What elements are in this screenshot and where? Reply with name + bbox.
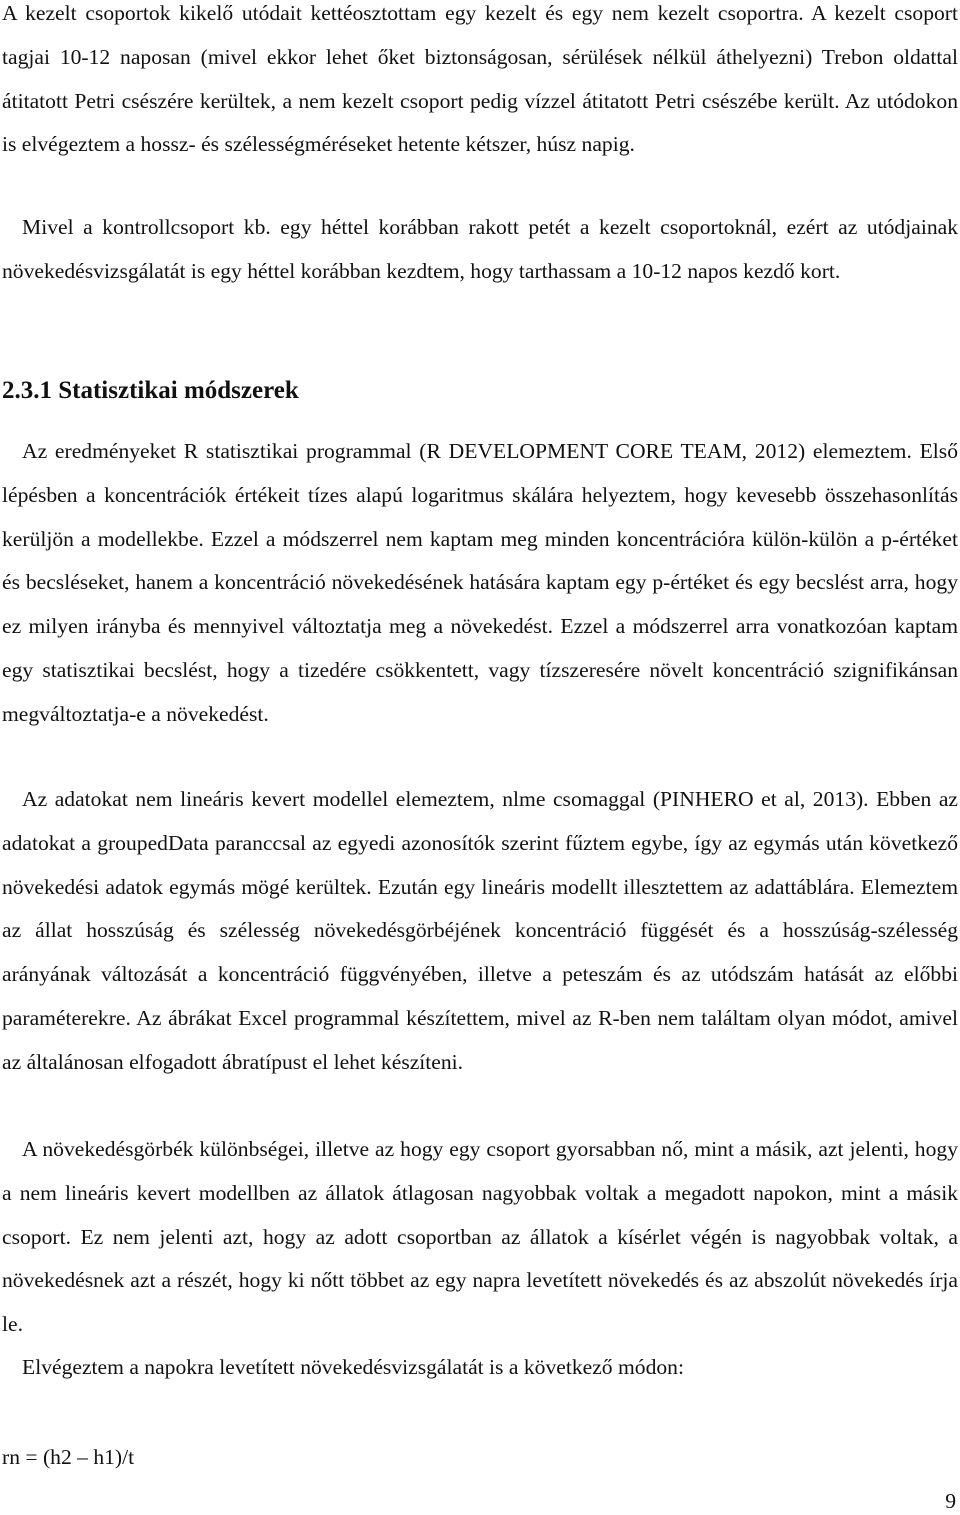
paragraph-daily-growth: Elvégeztem a napokra levetített növekedésvizsgálatát is a következő módon: <box>22 1355 684 1379</box>
paragraph-treated-groups: A kezelt csoportok kikelő utódait kettéosztottam egy kezelt és egy nem kezelt csoportra. A kezelt csoport tagjai 10-12 naposan (mivel ekkor lehet őket biztonságosan, sérülések nélkül áthelyezni) Trebon oldattal átitatott Petri csészére kerültek, a nem kezelt csoport pedig vízzel átitatott Petri csészébe került. Az utódokon is elvégeztem a hossz- és szélességméréseket hetente kétszer, húsz napig. <box>2 1 958 157</box>
section-heading: 2.3.1 Statisztikai módszerek <box>2 377 299 404</box>
paragraph-mixed-model: Az adatokat nem lineáris kevert modellel elemeztem, nlme csomaggal (PINHERO et al, 2013). Ebben az adatokat a groupedData paranccsal az egyedi azonosítók szerint fűztem egybe, így az egymás után következő növekedési adatok egymás mögé kerültek. Ezután egy lineáris modellt illesztettem az adattáblára. Elemeztem az állat hosszúság és szélesség növekedésgörbéjének koncentráció függését és a hosszúság-szélesség arányának változását a koncentráció függvényében, illetve a peteszám és az utódszám hatását az előbbi paraméterekre. Az ábrákat Excel programmal készítettem, mivel az R-ben nem találtam olyan módot, amivel az általánosan elfogadott ábratípust el lehet készíteni. <box>2 787 958 1074</box>
paragraph-growth-curves: A növekedésgörbék különbségei, illetve az hogy egy csoport gyorsabban nő, mint a másik, azt jelenti, hogy a nem lineáris kevert modellben az állatok átlagosan nagyobbak voltak a megadott napokon, mint a másik csoport. Ez nem jelenti azt, hogy az adott csoportban az állatok a kísérlet végén is nagyobbak voltak, a növekedésnek azt a részét, hogy ki nőtt többet az egy napra levetített növekedés és az abszolút növekedés írja le. <box>2 1137 958 1337</box>
growth-rate-formula: rn = (h2 – h1)/t <box>2 1445 135 1469</box>
paragraph-r-analysis: Az eredményeket R statisztikai programmal (R DEVELOPMENT CORE TEAM, 2012) elemeztem. Első lépésben a koncentrációk értékeit tízes alapú logaritmus skálára helyeztem, hogy kevesebb összehasonlítás kerüljön a modellekbe. Ezzel a módszerrel nem kaptam meg minden koncentrációra külön-külön a p-értéket és becsléseket, hanem a koncentráció növekedésének hatására kaptam egy p-értéket és egy becslést arra, hogy ez milyen irányba és mennyivel változtatja meg a növekedést. Ezzel a módszerrel arra vonatkozóan kaptam egy statisztikai becslést, hogy a tizedére csökkentett, vagy tízszeresére növelt koncentráció szignifikánsan megváltoztatja-e a növekedést. <box>2 439 958 726</box>
paragraph-control-group: Mivel a kontrollcsoport kb. egy héttel korábban rakott petét a kezelt csoportoknál, ezért az utódjainak növekedésvizsgálatát is egy héttel korábban kezdtem, hogy tarthassam a 10-12 napos kezdő kort. <box>2 215 958 283</box>
page-number: 9 <box>945 1489 956 1513</box>
